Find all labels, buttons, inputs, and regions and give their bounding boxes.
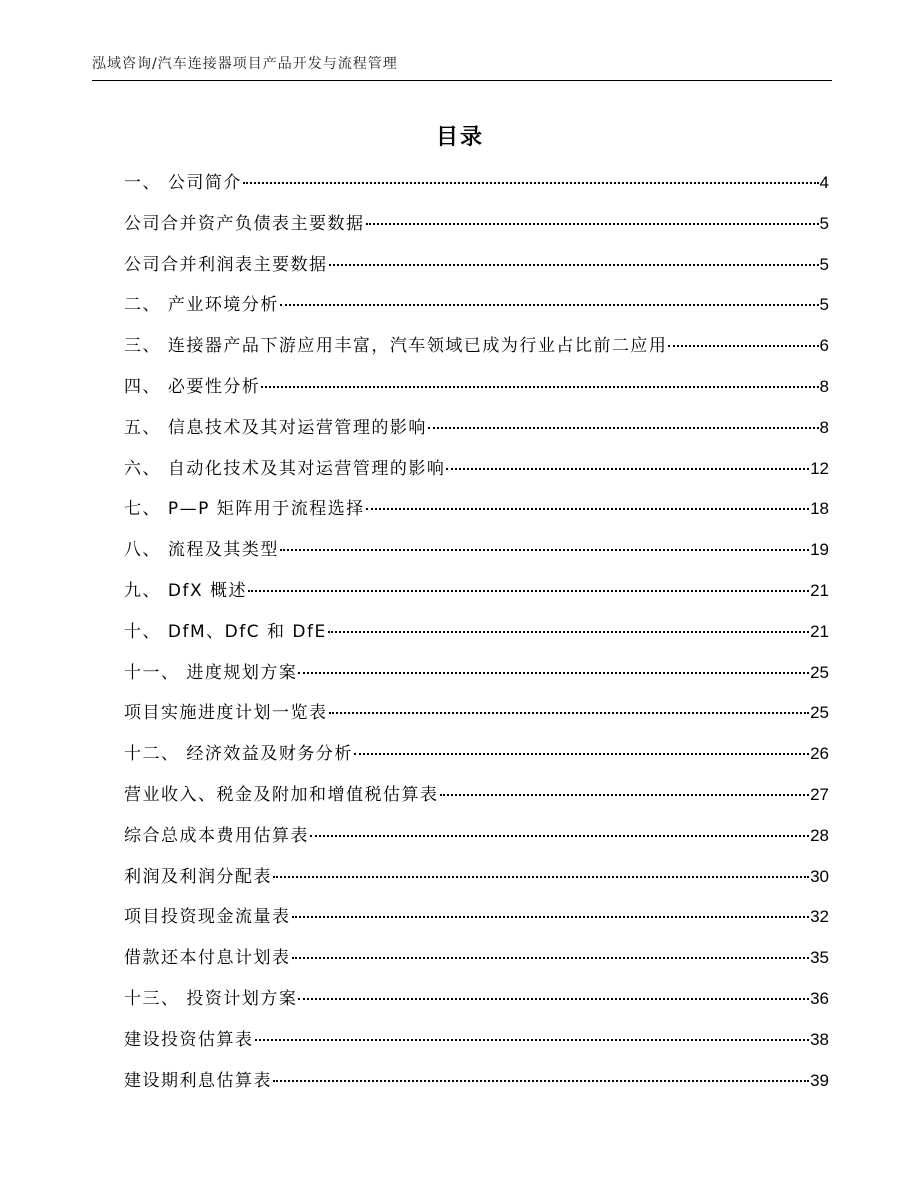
toc-entry-title: 营业收入、税金及附加和增值税估算表 [124, 784, 439, 805]
toc-page-number: 6 [819, 336, 829, 356]
toc-page-number: 28 [810, 825, 829, 845]
toc-entry-title: 借款还本付息计划表 [124, 948, 291, 969]
toc-dot-leader [280, 549, 809, 551]
running-header: 泓域咨询/汽车连接器项目产品开发与流程管理 [92, 56, 398, 72]
toc-dot-leader [428, 427, 819, 429]
toc-dot-leader [329, 712, 810, 714]
toc-entry[interactable] [124, 290, 829, 331]
toc-entry-title: 四、 必要性分析 [124, 376, 261, 397]
toc-entry[interactable] [124, 658, 829, 699]
toc-entry-title: 项目实施进度计划一览表 [124, 703, 328, 724]
toc-entry-title: 公司合并利润表主要数据 [124, 254, 328, 275]
toc-page-number: 38 [810, 1029, 829, 1049]
toc-dot-leader [273, 1080, 809, 1082]
toc-dot-leader [243, 182, 819, 184]
toc-entry[interactable] [124, 1025, 829, 1066]
toc-entry-title: 三、 连接器产品下游应用丰富，汽车领域已成为行业占比前二应用 [124, 336, 668, 357]
toc-entry-title: 九、 DfX 概述 [124, 580, 248, 601]
toc-dot-leader [292, 916, 810, 918]
toc-entry-title: 一、 公司简介 [124, 173, 242, 193]
toc-dot-leader [328, 631, 809, 633]
toc-entry[interactable] [124, 250, 829, 291]
toc-entry[interactable] [124, 168, 829, 209]
toc-entry[interactable] [124, 209, 829, 250]
toc-page-number: 27 [810, 784, 829, 804]
toc-page-number: 35 [810, 948, 829, 968]
toc-entry-title: 十三、 投资计划方案 [124, 988, 298, 1009]
toc-entry-title: 十一、 进度规划方案 [124, 662, 298, 683]
toc-entry-title: 建设期利息估算表 [124, 1070, 272, 1091]
toc-entry[interactable] [124, 413, 829, 454]
toc-entry-title: 十、 DfM、DfC 和 DfE [124, 621, 327, 642]
toc-page-number: 12 [810, 458, 829, 478]
toc-dot-leader [292, 957, 810, 959]
toc-entry-title: 八、 流程及其类型 [124, 540, 279, 561]
toc-entry[interactable] [124, 372, 829, 413]
toc-entry-title: 五、 信息技术及其对运营管理的影响 [124, 417, 427, 438]
toc-dot-leader [273, 876, 809, 878]
toc-entry-title: 六、 自动化技术及其对运营管理的影响 [124, 458, 446, 479]
toc-dot-leader [668, 345, 818, 347]
toc-page-number: 39 [810, 1070, 829, 1090]
toc-page-number: 25 [810, 703, 829, 723]
toc-entry[interactable] [124, 494, 829, 535]
toc-entry[interactable] [124, 535, 829, 576]
toc-page-number: 4 [819, 173, 829, 192]
toc-dot-leader [298, 672, 809, 674]
toc-entry[interactable] [124, 454, 829, 495]
toc-entry[interactable] [124, 902, 829, 943]
toc-entry[interactable] [124, 617, 829, 658]
toc-page-number: 26 [810, 744, 829, 764]
toc-page-number: 36 [810, 988, 829, 1008]
toc-dot-leader [440, 794, 810, 796]
toc-entry-title: 建设投资估算表 [124, 1029, 254, 1050]
toc-page-number: 18 [810, 499, 829, 519]
toc-entry[interactable] [124, 862, 829, 903]
toc-page-number: 21 [810, 580, 829, 600]
toc-entry[interactable] [124, 780, 829, 821]
toc-entry-title: 七、 P—P 矩阵用于流程选择 [124, 499, 365, 520]
toc-entry[interactable] [124, 1066, 829, 1107]
toc-entry[interactable] [124, 943, 829, 984]
header-rule [92, 80, 832, 81]
toc-entry-title: 项目投资现金流量表 [124, 907, 291, 928]
table-of-contents [124, 168, 829, 1106]
toc-dot-leader [261, 386, 818, 388]
toc-entry-title: 十二、 经济效益及财务分析 [124, 744, 353, 765]
toc-dot-leader [446, 468, 809, 470]
toc-page-number: 5 [819, 213, 829, 233]
toc-page-number: 5 [819, 254, 829, 274]
toc-page-number: 5 [819, 295, 829, 315]
toc-page-number: 19 [810, 540, 829, 560]
toc-entry[interactable] [124, 576, 829, 617]
toc-entry[interactable] [124, 331, 829, 372]
toc-entry-title: 综合总成本费用估算表 [124, 825, 309, 846]
page-title: 目录 [435, 125, 484, 150]
toc-entry[interactable] [124, 739, 829, 780]
toc-dot-leader [310, 835, 809, 837]
toc-page-number: 30 [810, 866, 829, 886]
toc-dot-leader [354, 753, 809, 755]
toc-page-number: 8 [819, 376, 829, 396]
toc-dot-leader [255, 1039, 810, 1041]
toc-dot-leader [366, 223, 819, 225]
toc-entry-title: 利润及利润分配表 [124, 866, 272, 887]
toc-page-number: 25 [810, 662, 829, 682]
toc-page-number: 8 [819, 417, 829, 437]
toc-page-number: 32 [810, 907, 829, 927]
toc-entry[interactable] [124, 698, 829, 739]
toc-entry-title: 二、 产业环境分析 [124, 295, 279, 316]
toc-dot-leader [280, 304, 819, 306]
toc-dot-leader [298, 998, 809, 1000]
toc-entry[interactable] [124, 984, 829, 1025]
toc-dot-leader [329, 264, 819, 266]
toc-dot-leader [366, 508, 809, 510]
toc-entry[interactable] [124, 821, 829, 862]
toc-page-number: 21 [810, 621, 829, 641]
toc-entry-title: 公司合并资产负债表主要数据 [124, 213, 365, 234]
toc-dot-leader [248, 590, 809, 592]
